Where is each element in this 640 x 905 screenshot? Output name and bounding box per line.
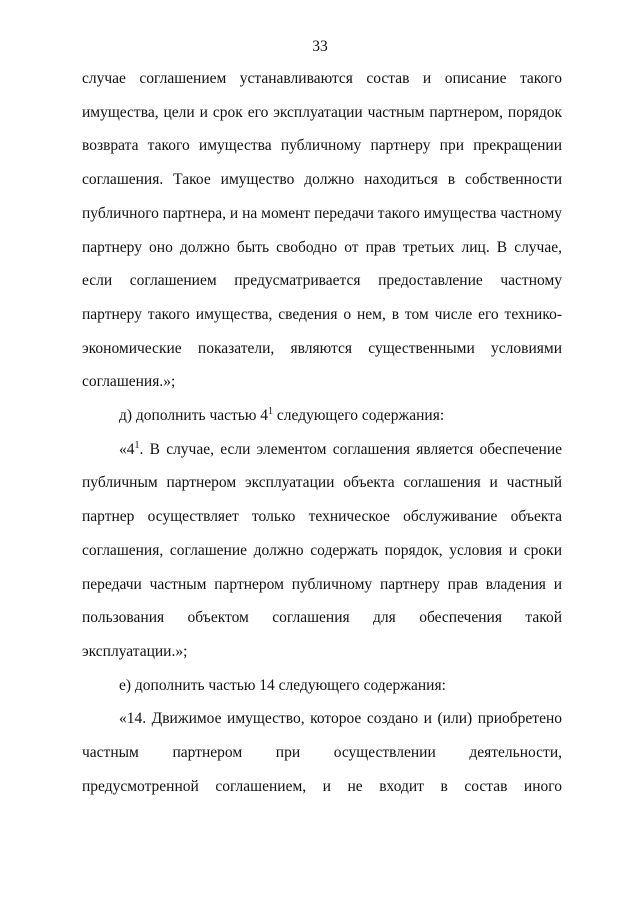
paragraph-item-d: [82, 399, 562, 433]
paragraph-item-e: е) дополнить частью 14 следующего содержания:: [119, 676, 446, 694]
document-body: [82, 62, 562, 803]
paragraph-part-4-1: [82, 433, 562, 669]
paragraph-item-d-text: д) дополнить частью 4: [119, 407, 269, 425]
page-number: 33: [312, 38, 328, 55]
paragraph-part-4-1-text: . В случае, если элементом соглашения является обеспечение публичным партнером эксплуатации объекта соглашения и частный партнер осуществляет только техническое обслуживание объекта соглашения, соглашение должно содержать порядок, условия и сроки передачи частным партнером публичному партнеру прав владения и пользования объектом соглашения для обеспечения такой эксплуатации.»;: [82, 440, 562, 660]
superscript-marker: 1: [268, 406, 274, 418]
paragraph-item-d-tail: следующего содержания:: [273, 407, 445, 425]
superscript-marker: 1: [134, 439, 140, 451]
paragraph-property-conditions: случае соглашением устанавливаются состав и описание такого имущества, цели и срок его эксплуатации частным партнером, порядок возврата такого имущества публичному партнеру при прекращении соглашения. Такое имущество должно находиться в собственности публичного партнера, и на момент передачи такого имущества частному партнеру оно должно быть свободно от прав третьих лиц. В случае, если соглашением предусматривается предоставление частному партнеру такого имущества, сведения о нем, в том числе его технико-экономические показатели, являются существенными условиями соглашения.»;: [82, 70, 562, 391]
paragraph-part-14: «14. Движимое имущество, которое создано и (или) приобретено частным партнером при осуществлении деятельности, предусмотренной соглашением, и не входит в состав иного: [82, 710, 562, 795]
paragraph-part-4-1-lead: «4: [119, 440, 135, 458]
